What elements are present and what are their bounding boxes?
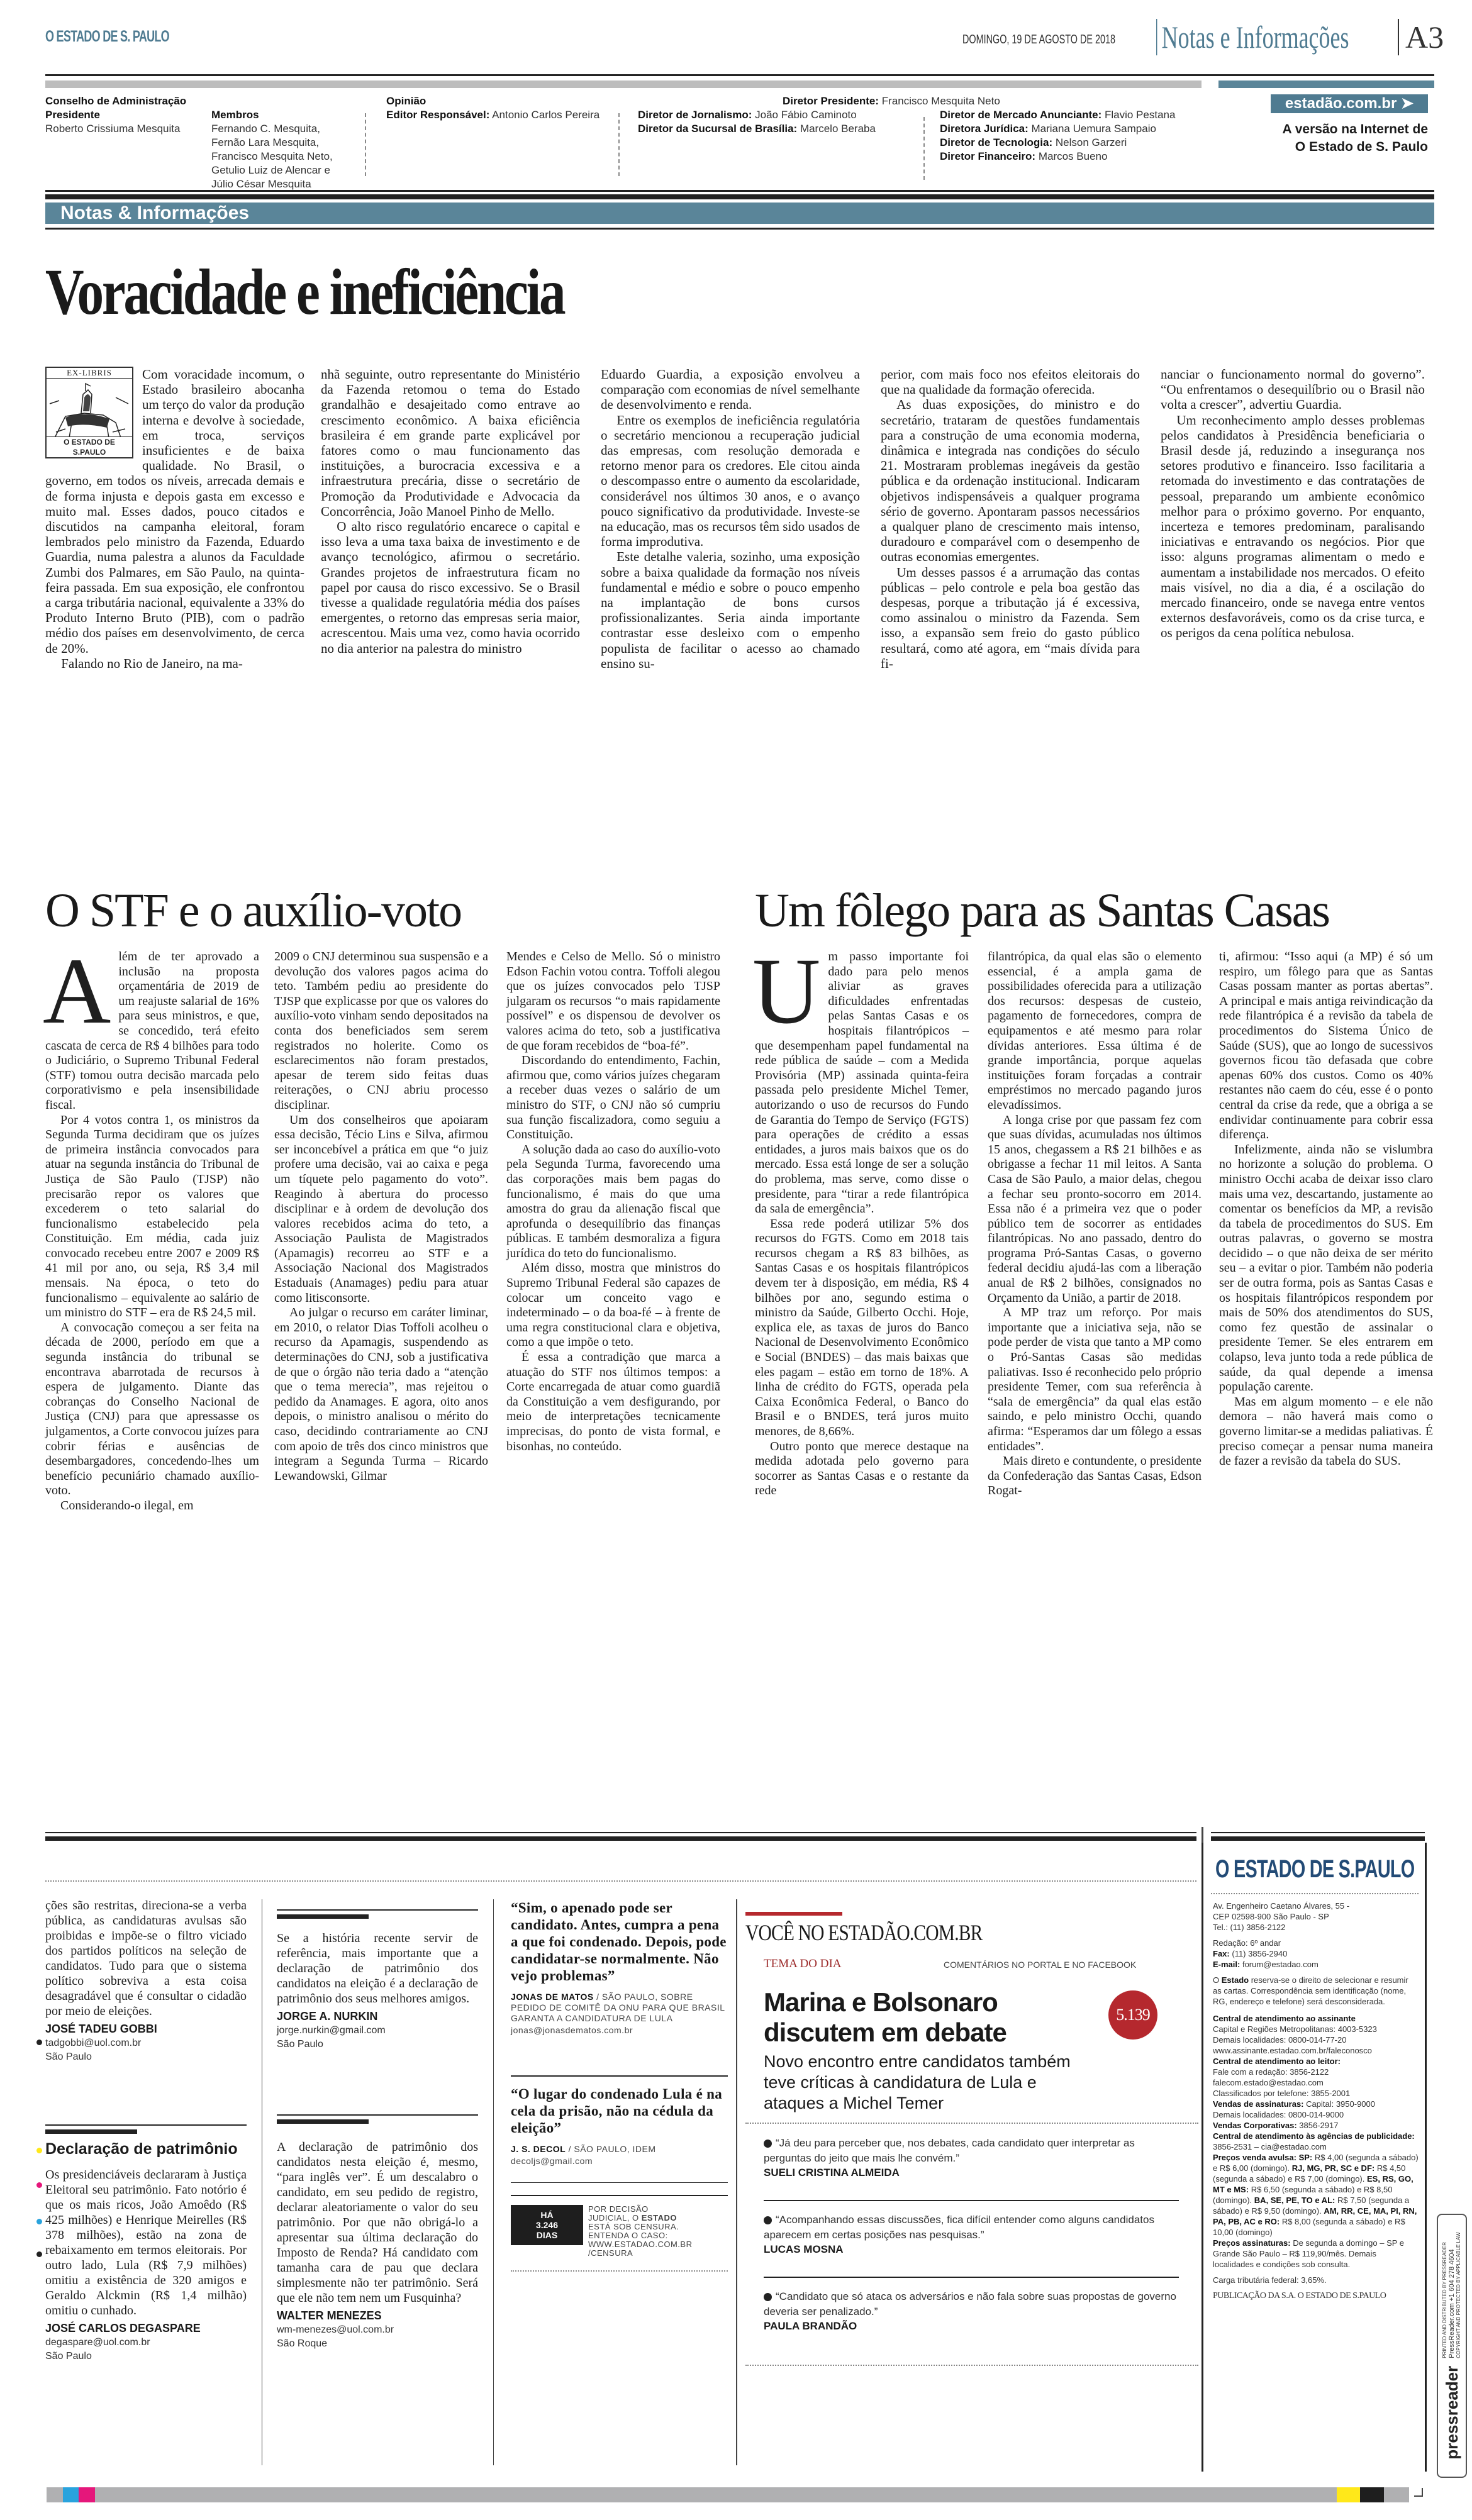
topic-subhead: Novo encontro entre candidatos também teve críticas à candidatura de Lula e ataques a Michel Temer bbox=[764, 2052, 1071, 2112]
letter-city: São Paulo bbox=[45, 2351, 92, 2362]
rule bbox=[511, 2182, 728, 2183]
rule bbox=[45, 228, 1434, 230]
director-name: Nelson Garzeri bbox=[1055, 136, 1127, 148]
paragraph: Mais direto e contundente, o presidente da Confederação das Santas Casas, Edson Rogat- bbox=[988, 1454, 1202, 1498]
member: Fernando C. Mesquita, bbox=[211, 123, 320, 135]
paragraph: A MP traz um reforço. Por mais importante que a iniciativa seja, não se pode perder de vista que tanto a MP como o Pró-Santas Casas são medidas paliativas. Isso é reconhecido pelo próprio presidente Temer, com sua referência à “sala de emergência” da qual elas estão saindo, e pelo ministro Occhi, quando afirma: “Esperamos dar um fôlego a essas entidades”. bbox=[988, 1306, 1202, 1453]
paragraph: Entre os exemplos de ineficiência regulatória o secretário mencionou a recuperação judicial das empresas, com resolução demorada e retorno menor para os credores. Ele citou ainda o descompasso entre o aumento da escolaridade, considerável nos últimos 30 anos, e o avanço pouco significativo da produtividade. Investe-se na educação, mas os recursos têm sido usados de forma improdutiva. bbox=[601, 412, 860, 550]
bullet-icon bbox=[764, 2293, 772, 2301]
opinion-editor: Antonio Carlos Pereira bbox=[492, 109, 600, 121]
comment-author: PAULA BRANDÃO bbox=[764, 2320, 857, 2332]
pressreader-line: COPYRIGHT AND PROTECTED BY APPLICABLE LAW bbox=[1456, 2232, 1461, 2358]
censorship-text bbox=[588, 2205, 692, 2258]
price-text: R$ 7,50 (segunda a sábado) e R$ 9,50 (domingo). bbox=[1213, 2195, 1410, 2216]
paragraph: Ao julgar o recurso em caráter liminar, em 2010, o relator Dias Toffoli acolheu o recurso da Apamagis, suspendendo as determinações do CNJ, sob a justificativa de que o órgão não teria dado a “atenção que o tema merecia”, mas rejeitou o pedido da Anamages. E agora, oito anos depois, o ministro analisou o mérito do caso, decidindo contrariamente ao CNJ com apoio de três dos cinco ministros que integram a Segunda Turma – Ricardo Lewandowski, Gilmar bbox=[274, 1306, 488, 1483]
letter-degaspare bbox=[45, 2167, 247, 2363]
lead-column-5 bbox=[1161, 367, 1425, 641]
policy-text: O bbox=[1213, 1975, 1220, 1985]
censor-ha: HÁ bbox=[540, 2210, 554, 2220]
paragraph: É essa a contradição que marca a atuação do STF nos últimos tempos: a Corte encarregada de atuar como guardiã da Constituição a vem desfigurando, por meio de interpretações tecnicamente imprecisas, do ponto de vista formal, e bisonhas, no conteúdo. bbox=[506, 1350, 720, 1453]
paragraph: A solução dada ao caso do auxílio-voto pela Segunda Turma, favorecendo uma das corporações mais bem pagas do funcionalismo, é mais do que uma amostra do grau da alienação fiscal que aprofunda o desequilíbrio das finanças públicas. E também desmoraliza a figura jurídica do teto do funcionalismo. bbox=[506, 1142, 720, 1260]
reader-line: Fale com a redação: 3856-2122 bbox=[1213, 2067, 1329, 2077]
lead-column-1 bbox=[45, 367, 304, 671]
member: Júlio César Mesquita bbox=[211, 178, 311, 190]
pressreader-line: PRINTED AND DISTRIBUTED BY PRESSREADER bbox=[1442, 2241, 1447, 2358]
pressreader-logo: pressreader bbox=[1442, 2365, 1461, 2460]
paragraph: Um reconhecimento amplo desses problemas pelos candidatos à Presidência beneficiaria o Brasil desde já, reduzindo a insegurança nos setores produtivo e financeiro. Isso facilitaria a retomada do investimento e das contratações de pessoal, preparando um ambiente econômico melhor para o próximo governo. Por enquanto, incerteza e temores predominam, paralisando iniciativas e entravando os negócios. Pior que isso: alguns programas alimentam o medo e aumentam a instabilidade nos mercados. O efeito mais visível, no dia a dia, é a oscilação do mercado financeiro, onde se navega entre ventos externos desfavoráveis, como os da crise turca, e os perigos da cena política nebulosa. bbox=[1161, 412, 1425, 641]
censorship-notice bbox=[511, 2205, 692, 2258]
paragraph: As duas exposições, do ministro e do secretário, trataram de questões fundamentais para a construção de uma economia moderna, dinâmica e integrada nas condições do século 21. Mostraram problemas inegáveis da gestão pública e da ordenação institucional. Indicaram objetivos indispensáveis a qualquer programa sério de governo. Apontaram passos necessários a qualquer plano de crescimento mais intenso, duradouro e comparável com o desempenho de outras economias emergentes. bbox=[881, 397, 1140, 565]
quote-text: “Sim, o apenado pode ser candidato. Antes, cumpra a pena a que foi condenado. Depois, pode candidatar-se normalmente. Não vejo problemas” bbox=[511, 1900, 727, 1984]
rule-thick bbox=[45, 2129, 137, 2134]
paragraph: Além disso, mostra que ministros do Supremo Tribunal Federal são capazes de colocar um conceito vago e indeterminado – o da boa-fé – à frente de uma regra constitucional clara e objetiva, como a que impõe o teto. bbox=[506, 1261, 720, 1350]
stf-column-2 bbox=[274, 950, 488, 1484]
letter-email[interactable]: jorge.nurkin@gmail.com bbox=[277, 2025, 386, 2036]
letter-email[interactable]: degaspare@uol.com.br bbox=[45, 2337, 150, 2348]
director-label: Diretora Jurídica: bbox=[940, 123, 1029, 135]
registration-mark bbox=[36, 2148, 42, 2153]
policy-text: reserva-se o direito de selecionar e resumir as cartas. Correspondência sem identificação (nome, RG, endereço e telefone) será desconsiderada. bbox=[1213, 1975, 1408, 2006]
paragraph: Outro ponto que merece destaque na medida adotada pelo governo para socorrer as Santas Casas e o restante da rede bbox=[755, 1439, 969, 1498]
board-title: Conselho de Administração bbox=[45, 95, 187, 107]
voce-section-title: VOCÊ NO ESTADÃO.COM.BR bbox=[745, 1920, 983, 1945]
director-name: João Fábio Caminoto bbox=[755, 109, 857, 121]
censor-line: POR DECISÃO bbox=[588, 2204, 649, 2214]
tax-burden: Carga tributária federal: 3,65%. bbox=[1213, 2275, 1327, 2285]
letter-author: WALTER MENEZES bbox=[277, 2309, 382, 2322]
comment-author: LUCAS MOSNA bbox=[764, 2243, 844, 2255]
paragraph: Um dos conselheiros que apoiaram essa decisão, Técio Lins e Silva, afirmou ser inconcebível a prática em que “o juiz profere uma decisão, vai ao caixa e pega um tíquete pelo pagamento do voto”. Reagindo à abertura do processo disciplinar e à ordem de devolução dos valores recebidos acima do teto, a Associação Paulista de Magistrados (Apamagis) recorreu ao STF e a Associação Nacional dos Magistrados Estaduais (Anamages) pediu para atuar como litisconsorte. bbox=[274, 1113, 488, 1305]
dotted-rule bbox=[45, 1880, 1196, 1882]
director-name: Flavio Pestana bbox=[1104, 109, 1176, 121]
president-label: Presidente bbox=[45, 109, 100, 121]
newsroom-floor: Redação: 6º andar bbox=[1213, 1938, 1281, 1948]
ex-libris-caption: O ESTADO DE S.PAULO bbox=[47, 436, 132, 457]
quote-context: / SÃO PAULO, SOBRE PEDIDO DE COMITÊ DA ONU PARA QUE BRASIL GARANTA A CANDIDATURA DE LULA bbox=[511, 1992, 725, 2023]
ex-libris-label: EX-LIBRIS bbox=[47, 368, 132, 379]
pressreader-stamp bbox=[1437, 2214, 1467, 2478]
santas-column-3 bbox=[1219, 950, 1433, 1469]
rule-thick bbox=[1211, 1836, 1425, 1841]
rule bbox=[511, 2195, 728, 2196]
lead-column-3 bbox=[601, 367, 860, 671]
corporate-line: 3856-2917 bbox=[1299, 2121, 1339, 2130]
fax-label: Fax: bbox=[1213, 1949, 1230, 1958]
sales-line: Demais localidades: 0800-014-9000 bbox=[1213, 2110, 1344, 2119]
reader-service-title: Central de atendimento ao leitor: bbox=[1213, 2057, 1341, 2066]
price-region: AM, RR, CE, MA, PI, RN, PA, PB, AC e RO: bbox=[1213, 2206, 1417, 2226]
censor-line: JUDICIAL, O bbox=[588, 2213, 639, 2223]
paragraph: ti, afirmou: “Isso aqui (a MP) é só um respiro, um fôlego para que as Santas Casas possam manter as portas abertas”. A principal e mais antiga reivindicação da rede filantrópica é a revisão da tabela de procedimentos do Sistema Único de Saúde (SUS), que ao longo de sucessivos governos ficou tão defasada que cobre apenas 60% dos custos. Como os 40% restantes não caem do céu, esse é o ponto central da crise da rede, que a obriga a se endividar continuamente para cobrir essa diferença. bbox=[1219, 950, 1433, 1142]
paragraph: Mendes e Celso de Mello. Só o ministro Edson Fachin votou contra. Toffoli alegou que os juízes convocados pelo TJSP julgaram os recursos “o mais rapidamente possível” e os dispensou de devolver os valores acima do teto, sob a justificativa de que foram recebidos de “boa-fé”. bbox=[506, 950, 720, 1053]
subscriber-title: Central de atendimento ao assinante bbox=[1213, 2014, 1356, 2023]
letter-nurkin bbox=[277, 1931, 478, 2051]
letter-text: ções são restritas, direciona-se a verba pública, as candidaturas avulsas são proibidas e impõe-se o filtro viciado dos partidos políticos na seleção de candidatos. Tudo para que o sistema político sobreviva a esta coisa desagradável que é consultar o cidadão por meio de eleições. bbox=[45, 1899, 247, 2018]
newspaper-brand: O ESTADO DE S. PAULO bbox=[45, 28, 169, 45]
price-region: SP: bbox=[1298, 2153, 1313, 2162]
paragraph: O alto risco regulatório encarece o capital e isso leva a uma taxa baixa de investimento e de avanço tecnológico, afirmou o secretário. Grandes projetos de infraestrutura ficam no papel por causa do risco excessivo. Se o Brasil tivesse a qualidade regulatória média dos países emergentes, o retorno das empresas seria maior, acrescentou. Mais uma vez, como havia ocorrido no dia anterior na palestra do ministro bbox=[321, 519, 580, 656]
sales-line: Capital: 3950-9000 bbox=[1306, 2099, 1375, 2109]
stf-column-1 bbox=[43, 939, 259, 1514]
header-blue-bar bbox=[1218, 80, 1434, 88]
letter-city: São Paulo bbox=[45, 2051, 92, 2062]
crop-mark bbox=[1414, 2488, 1423, 2497]
comments-source-label: COMENTÁRIOS NO PORTAL E NO FACEBOOK bbox=[944, 1960, 1137, 1970]
edition-date: DOMINGO, 19 DE AGOSTO DE 2018 bbox=[962, 33, 1116, 47]
opinion-title: Opinião bbox=[386, 95, 427, 107]
pressreader-url[interactable]: PressReader.com +1 604 278 4604 bbox=[1448, 2249, 1456, 2358]
paragraph: Mas em algum momento – e ele não demora – não haverá mais como o governo limitar-se a medidas paliativas. É preciso começar a pensar numa maneira de fazer a revisão da tabela do SUS. bbox=[1219, 1394, 1433, 1468]
section-title: Notas e Informações bbox=[1156, 19, 1349, 55]
quote-author: J. S. DECOL bbox=[511, 2144, 566, 2154]
letter-text: A declaração de patrimônio dos candidatos nesta eleição é, mesmo, “para inglês ver”. É um descalabro o candidato, em seu pedido de registro, declarar aleatoriamente o valor do seu patrimônio. Por que não obrigá-lo a apresentar sua última declaração do Imposto de Renda? Há candidato com tamanha cara de pau que declara simplesmente não ter patrimônio. Será que ele não tem nem um Fusquinha? bbox=[277, 2140, 478, 2305]
quote-jonas bbox=[511, 1899, 728, 2036]
letter-text: Os presidenciáveis declararam à Justiça Eleitoral seu patrimônio. Fato notório é que os mais ricos, João Amoêdo (R$ 425 milhões) e Henrique Meirelles (R$ 378 milhões), estão na zona de rebaixamento em termos eleitorais. Por outro lado, Lula (R$ 7,9 milhões) omitiu a existência de 320 amigos e Geraldo Alckmin (R$ 1,4 milhão) omitiu o cunhado. bbox=[45, 2168, 247, 2317]
paragraph: Discordando do entendimento, Fachin, afirmou que, como vários juízes chegaram a receber duas vezes o salário de um ministro do STF, o CNJ não só cumpriu sua função fiscalizadora, como seguiu a Constituição. bbox=[506, 1053, 720, 1142]
letter-city: São Roque bbox=[277, 2338, 328, 2349]
paragraph: m passo importante foi dado para pelo menos aliviar as graves dificuldades enfrentadas pelas Santas Casas e os hospitais filantrópicos – que desempenham papel fundamental na rede pública de saúde – com a Medida Provisória (MP) assinada quinta-feira passada pelo presidente Michel Temer, autorizando o uso de recursos do Fundo de Garantia do Tempo de Serviço (FGTS) para operações de crédito a essas entidades, a juros mais baixos que os do mercado. Essa está longe de ser a solução do problema, mas serve, como disse o presidente, para “tirar a rede filantrópica da sala de emergência”. bbox=[755, 950, 969, 1216]
reader-comment bbox=[764, 2289, 1185, 2333]
promo-line: A versão na Internet de bbox=[1282, 122, 1428, 136]
bullet-icon bbox=[764, 2216, 772, 2224]
reader-comment bbox=[764, 2212, 1185, 2256]
drop-cap: A bbox=[43, 939, 111, 1043]
paragraph: nhã seguinte, outro representante do Ministério da Fazenda retomou o tema do Estado grandalhão e desajeitado como entrave ao crescimento econômico. A baixa eficiência brasileira é em grande parte explicável por fatores como o mau funcionamento das instituições, a burocracia excessiva e a infraestrutura precária, disse o secretário de Promoção da Produtividade e Advocacia da Concorrência, João Manoel Pinho de Mello. bbox=[321, 367, 580, 519]
rule bbox=[45, 1832, 1196, 1833]
dotted-rule bbox=[511, 2270, 728, 2272]
comment-count-badge: 5.139 bbox=[1108, 1990, 1157, 2040]
color-swatch-cyan bbox=[63, 2487, 79, 2502]
comment-text: “Candidato que só ataca os adversários e não fala sobre suas propostas de governo deveria ser penalizado.” bbox=[764, 2290, 1176, 2317]
price-region: BA, SE, PE, TO e AL: bbox=[1254, 2195, 1335, 2205]
header-rule bbox=[45, 74, 1434, 76]
paragraph: A convocação começou a ser feita na década de 2000, período em que a segunda instância do tribunal se encontrava abarrotada de recursos à espera de julgamento. Diante das cobranças do Conselho Nacional de Justiça (CNJ) para que apressasse os julgamentos, a Corte convocou juízes para cobrir férias e ausências de desembargadores, concedendo-lhes um benefício pecuniário chamado auxílio-voto. bbox=[45, 1320, 259, 1498]
phone: Tel.: (11) 3856-2122 bbox=[1213, 1923, 1286, 1932]
subscription-prices: De segunda a domingo – SP e Grande São Paulo – R$ 119,90/mês. Demais localidades e condições sob consulta. bbox=[1213, 2238, 1405, 2269]
director-name: Francisco Mesquita Neto bbox=[881, 95, 1000, 107]
paragraph: Com voracidade incomum, o Estado brasileiro abocanha um terço do valor da produção interna e devolve à sociedade, em troca, serviços insuficientes e de baixa qualidade. No Brasil, o governo, em todos os níveis, arrecada demais e de forma injusta e depois gasta em excesso e muito mal. Esses dados, pouco citados e discutidos na campanha eleitoral, foram lembrados pelo ministro da Fazenda, Eduardo Guardia, numa palestra a alunos da Faculdade Zumbi dos Palmares, em São Paulo, na quinta-feira passada. Em sua exposição, ele confrontou a carga tributária nacional, equivalente a 33% do Produto Interno Bruto (PIB), com o padrão médio dos países em desenvolvimento, de cerca de 20%. bbox=[45, 367, 304, 656]
agencies-label: Central de atendimento às agências de publicidade: bbox=[1213, 2131, 1415, 2141]
header-gray-bar bbox=[45, 80, 1202, 88]
lead-column-2 bbox=[321, 367, 580, 656]
registration-mark bbox=[36, 2040, 42, 2045]
rule bbox=[764, 2277, 1179, 2278]
letters-section-title: Declaração de patrimônio bbox=[45, 2140, 238, 2158]
director-name: Marcelo Beraba bbox=[800, 123, 876, 135]
drop-cap: U bbox=[752, 939, 821, 1043]
subscriber-line: Capital e Regiões Metropolitanas: 4003-5323 bbox=[1213, 2024, 1377, 2034]
sales-label: Vendas de assinaturas: bbox=[1213, 2099, 1304, 2109]
masthead-logo: O ESTADO DE S.PAULO bbox=[1215, 1855, 1415, 1883]
president-name: Roberto Crissiuma Mesquita bbox=[45, 123, 181, 135]
censor-dias: DIAS bbox=[536, 2230, 558, 2240]
rule-thick bbox=[277, 1914, 369, 1919]
paragraph: lém de ter aprovado a inclusão na proposta orçamentária de 2019 de um reajuste salarial de 16% para seus ministros, e que, se concedido, terá efeito cascata de cerca de R$ 4 bilhões para todo o Judiciário, o Supremo Tribunal Federal (STF) tomou outra decisão marcada pelo corporativismo e pela insensibilidade fiscal. bbox=[45, 950, 259, 1112]
opinion-editor-label: Editor Responsável: bbox=[386, 109, 490, 121]
opinion-block bbox=[386, 94, 613, 122]
accent-bar bbox=[745, 1912, 842, 1916]
cursor-arrow-icon: ➤ bbox=[1400, 95, 1414, 112]
director-president bbox=[783, 94, 1110, 108]
agencies-line: 3856-2531 – cia@estadao.com bbox=[1213, 2142, 1327, 2151]
director-label: Diretor Presidente: bbox=[783, 95, 879, 107]
santas-column-2 bbox=[988, 950, 1202, 1499]
director-name: Marcos Bueno bbox=[1038, 150, 1108, 162]
publisher: PUBLICAÇÃO DA S.A. O ESTADO DE S.PAULO bbox=[1213, 2291, 1386, 2301]
prices-label: Preços venda avulsa: bbox=[1213, 2153, 1296, 2162]
banner-label: Notas & Informações bbox=[60, 203, 250, 223]
section-banner bbox=[45, 203, 1434, 224]
divider bbox=[365, 113, 366, 176]
paragraph: Essa rede poderá utilizar 5% dos recursos do FGTS. Como em 2018 tais recursos chegam a R$ 83 bilhões, as Santas Casas e os hospitais filantrópicos devem ter à disposição, em média, R$ 4 bilhões por ano, segundo estima o ministro da Saúde, Gilberto Occhi. Hoje, explica ele, as taxas de juros do Banco Nacional de Desenvolvimento Econômico e Social (BNDES) – das mais baixas que eles pagam – estão em torno de 18%. A linha de crédito do FGTS, operada pela Caixa Econômica Federal, o Banco do Brasil e o BNDES, terá juros muito menores, de 8,66%. bbox=[755, 1216, 969, 1438]
rule bbox=[764, 2200, 1179, 2201]
email[interactable]: forum@estadao.com bbox=[1242, 1960, 1319, 1969]
director-name: Mariana Uemura Sampaio bbox=[1031, 123, 1156, 135]
censor-line: ESTÁ SOB CENSURA. bbox=[588, 2222, 679, 2231]
letter-email[interactable]: wm-menezes@uol.com.br bbox=[277, 2324, 394, 2335]
quote-email[interactable]: decoljs@gmail.com bbox=[511, 2156, 593, 2166]
dotted-rule bbox=[745, 2123, 1198, 2124]
fax: (11) 3856-2940 bbox=[1232, 1949, 1288, 1958]
censor-line: ENTENDA O CASO: bbox=[588, 2231, 668, 2240]
bullet-icon bbox=[764, 2140, 772, 2148]
price-region: RJ, MG, PR, SC e DF: bbox=[1291, 2163, 1375, 2173]
registration-mark bbox=[36, 2182, 42, 2188]
estadao-site-link[interactable] bbox=[1271, 94, 1428, 113]
members-label: Membros bbox=[211, 109, 259, 121]
rule-thick bbox=[45, 1836, 1196, 1841]
santas-column-1 bbox=[752, 939, 969, 1499]
letter-author: JOSÉ CARLOS DEGASPARE bbox=[45, 2322, 201, 2334]
rule-thick bbox=[277, 2119, 369, 2124]
paragraph: perior, com mais foco nos efeitos eleitorais do que na qualidade da formação oferecida. bbox=[881, 367, 1140, 397]
quote-decol bbox=[511, 2085, 728, 2167]
email-label: E-mail: bbox=[1213, 1960, 1241, 1969]
letter-text: Se a história recente servir de referência, mais importante que a declaração de patrimônio dos candidatos na eleição é a declaração de patrimônio dos seus melhores amigos. bbox=[277, 1931, 478, 2006]
divider bbox=[736, 1899, 737, 2465]
corporate-label: Vendas Corporativas: bbox=[1213, 2121, 1297, 2130]
address-line: CEP 02598-900 São Paulo - SP bbox=[1213, 1912, 1329, 1921]
paragraph: Por 4 votos contra 1, os ministros da Segunda Turma decidiram que os juízes de primeira instância convocados para atuar na segunda instância do Tribunal de Justiça de São Paulo (TJSP) não precisarão repor os valores que excederem o teto salarial do funcionalismo estabelecido pela Constituição. Em média, cada juiz convocado recebeu entre 2007 e 2009 R$ 41 mil por ano, ou seja, R$ 3,4 mil mensais. Na época, o teto do funcionalismo – equivalente ao salário de um ministro do STF – era de R$ 24,5 mil. bbox=[45, 1113, 259, 1320]
subscription-prices-label: Preços assinaturas: bbox=[1213, 2238, 1291, 2248]
letter-menezes bbox=[277, 2140, 478, 2351]
price-text: R$ 4,50 (segunda a sábado) e R$ 7,00 (domingo). bbox=[1213, 2163, 1406, 2184]
director-label: Diretor de Mercado Anunciante: bbox=[940, 109, 1102, 121]
classifieds-line: Classificados por telefone: 3855-2001 bbox=[1213, 2089, 1351, 2098]
divider bbox=[923, 117, 925, 180]
ex-libris-logo bbox=[45, 367, 133, 458]
quote-author: JONAS DE MATOS bbox=[511, 1992, 594, 2002]
color-swatch-black bbox=[1360, 2487, 1384, 2502]
lead-column-4 bbox=[881, 367, 1140, 671]
page-number: A3 bbox=[1398, 19, 1444, 55]
stf-column-3 bbox=[506, 950, 720, 1454]
stf-headline: O STF e o auxílio-voto bbox=[45, 884, 462, 937]
censor-url[interactable]: WWW.ESTADAO.COM.BR bbox=[588, 2240, 693, 2249]
quote-email[interactable]: jonas@jonasdematos.com.br bbox=[511, 2025, 633, 2035]
letter-gobbi bbox=[45, 1898, 247, 2064]
letter-author: JOSÉ TADEU GOBBI bbox=[45, 2023, 157, 2035]
paragraph: Eduardo Guardia, a exposição envolveu a comparação com economias de nível semelhante de desenvolvimento e renda. bbox=[601, 367, 860, 413]
rule-thick bbox=[45, 194, 1434, 199]
color-swatch-yellow bbox=[1337, 2487, 1360, 2502]
rule bbox=[1211, 1832, 1425, 1833]
quote-text: “O lugar do condenado Lula é na cela da prisão, não na cédula da eleição” bbox=[511, 2086, 723, 2136]
censor-url[interactable]: /CENSURA bbox=[588, 2248, 633, 2258]
price-region: ES, RS, GO, MT e MS: bbox=[1213, 2174, 1413, 2194]
dotted-rule bbox=[1211, 1893, 1419, 1894]
letter-email[interactable]: tadgobbi@uol.com.br bbox=[45, 2038, 142, 2048]
rule bbox=[45, 2124, 247, 2126]
santas-casas-headline: Um fôlego para as Santas Casas bbox=[755, 884, 1329, 937]
rule bbox=[277, 1909, 478, 1911]
paragraph: Este detalhe valeria, sozinho, uma exposição sobre a baixa qualidade da formação nos níveis fundamental e médio e sobre o pouco empenho na implantação de bons cursos profissionalizantes. Seria ainda importante contrastar esse desleixo com o empenho populista de facilitar o acesso ao chamado ensino su- bbox=[601, 549, 860, 671]
subscriber-line: Demais localidades: 0800-014-77-20 bbox=[1213, 2035, 1347, 2045]
price-text: R$ 6,50 (segunda a sábado) e R$ 8,50 (domingo). bbox=[1213, 2185, 1393, 2205]
paragraph: nanciar o funcionamento normal do governo”. “Ou enfrentamos o desequilíbrio ou o Brasil não volta a crescer”, advertiu Guardia. bbox=[1161, 367, 1425, 413]
censor-days-count: 3.246 bbox=[535, 2220, 559, 2230]
address-line: Av. Engenheiro Caetano Álvares, 55 - bbox=[1213, 1901, 1350, 1911]
site-link-label: estadão.com.br bbox=[1285, 95, 1397, 112]
censorship-days-box bbox=[511, 2205, 583, 2245]
director-label: Diretor de Tecnologia: bbox=[940, 136, 1053, 148]
lead-headline: Voracidade e ineficiência bbox=[45, 256, 564, 328]
members-block bbox=[211, 108, 356, 191]
director-label: Diretor de Jornalismo: bbox=[638, 109, 752, 121]
board-block bbox=[45, 94, 203, 136]
paragraph: Considerando-o ilegal, em bbox=[60, 1498, 194, 1513]
divider bbox=[493, 1899, 494, 2465]
site-promo bbox=[1258, 121, 1428, 156]
directors-left bbox=[638, 108, 915, 136]
member: Francisco Mesquita Neto, bbox=[211, 150, 333, 162]
letter-author: JORGE A. NURKIN bbox=[277, 2010, 378, 2023]
color-swatch-magenta bbox=[79, 2487, 95, 2502]
registration-mark bbox=[36, 2219, 42, 2224]
reader-email[interactable]: falecom.estado@estadao.com bbox=[1213, 2078, 1324, 2087]
paragraph: filantrópica, da qual elas são o elemento essencial, é a ampla gama de possibilidades oferecida para a utilização dos recursos: despesas de custeio, pagamento de fornecedores, compra de equipamentos e até mesmo para rolar dívidas anteriores. Essa última é de grande importância, porque aquelas instituições foram forçadas a contrair empréstimos no mercado pagando juros elevadíssimos. bbox=[988, 950, 1202, 1112]
registration-mark bbox=[36, 2251, 42, 2257]
paragraph: Um desses passos é a arrumação das contas públicas – pelo controle e pela boa gestão das despesas, porque a tributação já é excessiva, como assinalou o ministro da Fazenda. Sem isso, a expansão sem freio do gasto público resultará, como até agora, em “mais dívida para fi- bbox=[881, 564, 1140, 671]
rule bbox=[45, 190, 1434, 192]
topic-headline[interactable]: Marina e Bolsonaro discutem em debate bbox=[764, 1987, 1006, 2047]
paragraph: 2009 o CNJ determinou sua suspensão e a devolução dos valores pagos acima do teto. Também pediu ao presidente do TJSP que explicasse por que os valores do auxílio-voto vinham sendo depositados na conta dos beneficiados sem serem registrados no holerite. Como os esclarecimentos não foram prestados, apesar de terem sido feitas duas reiterações, o CNJ abriu processo disciplinar. bbox=[274, 950, 488, 1112]
comment-author: SUELI CRISTINA ALMEIDA bbox=[764, 2167, 900, 2179]
member: Getulio Luiz de Alencar e bbox=[211, 164, 331, 176]
comment-text: “Já deu para perceber que, nos debates, cada candidato quer interpretar as perguntas do jeito que mais lhe convém.” bbox=[764, 2137, 1135, 2164]
rule bbox=[277, 2114, 478, 2116]
divider bbox=[618, 113, 620, 176]
member: Fernão Lara Mesquita, bbox=[211, 136, 320, 148]
letter-city: São Paulo bbox=[277, 2039, 323, 2050]
quote-context: / SÃO PAULO, IDEM bbox=[568, 2144, 656, 2154]
reader-comment bbox=[764, 2136, 1185, 2180]
price-text: R$ 8,00 (segunda a sábado) e R$ 10,00 (domingo) bbox=[1213, 2217, 1405, 2237]
masthead-info bbox=[1213, 1901, 1419, 2301]
print-color-bar bbox=[47, 2487, 1409, 2502]
censor-line-bold: ESTADO bbox=[641, 2213, 677, 2223]
tema-do-dia-label: TEMA DO DIA bbox=[764, 1957, 842, 1970]
paragraph: Falando no Rio de Janeiro, na ma- bbox=[61, 655, 243, 671]
comment-text: “Acompanhando essas discussões, fica difícil entender como alguns candidatos aparecem em certas posições nas pesquisas.” bbox=[764, 2214, 1154, 2241]
price-text: R$ 4,00 (segunda a sábado) e R$ 6,00 (domingo). bbox=[1213, 2153, 1419, 2173]
directors-right bbox=[940, 108, 1242, 164]
promo-line: O Estado de S. Paulo bbox=[1295, 140, 1428, 154]
policy-bold: Estado bbox=[1221, 1975, 1249, 1985]
dotted-rule bbox=[745, 2365, 1198, 2366]
director-label: Diretor Financeiro: bbox=[940, 150, 1036, 162]
rule bbox=[511, 2075, 728, 2077]
director-label: Diretor da Sucursal de Brasília: bbox=[638, 123, 798, 135]
paragraph: Infelizmente, ainda não se vislumbra no horizonte a solução do problema. O ministro Occhi acaba de deixar isso claro mais uma vez, descartando, justamente ao comentar os benefícios da MP, a revisão da tabela de procedimentos do SUS. Em outras palavras, o governo se mostra decidido – o que não deixa de ser mérito seu – a evitar o pior. Também não poderia ser de outra forma, pois as Santas Casas e os hospitais filantrópicos respondem por mais de 50% dos atendimentos do SUS, como fez questão de assinalar o presidente Temer. Se eles entrarem em colapso, leva junto toda a rede pública de saúde, da qual depende a imensa população carente. bbox=[1219, 1142, 1433, 1394]
paragraph: A longa crise por que passam fez com que suas dívidas, acumuladas nos últimos 15 anos, chegassem a R$ 21 bilhões e as obrigasse a fechar 11 mil leitos. A Santa Casa de São Paulo, a maior delas, chegou a fechar seu pronto-socorro em 2014. Essa não é a primeira vez que o poder público tem de socorrer as entidades filantrópicas. No ano passado, dentro do programa Pró-Santas Casas, o governo federal decidiu ajudá-las com a liberação anual de R$ 2 bilhões, consignados no Orçamento da União, a partir de 2018. bbox=[988, 1113, 1202, 1305]
subscriber-url[interactable]: www.assinante.estadao.com.br/faleconosco bbox=[1213, 2046, 1372, 2055]
